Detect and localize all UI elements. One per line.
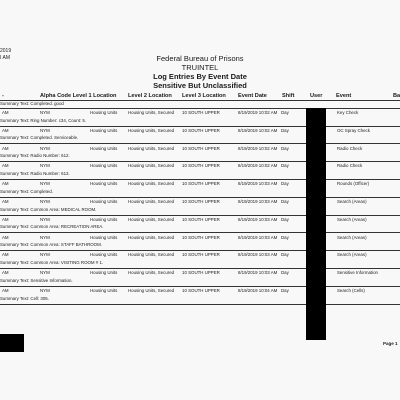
row-level1-location: Housing Units [90,163,118,169]
row-divider [0,232,400,233]
row-divider [0,108,400,109]
row-event: Radio Check [337,163,363,169]
row-level3-location: 10 SOUTH UPPER [182,216,220,222]
row-level3-location: 10 SOUTH UPPER [182,181,220,187]
row-shift: Day [281,110,289,115]
column-header-event: Event [336,93,352,99]
redaction-footer [0,334,24,352]
report-title: Log Entries By Event Date [153,72,247,81]
row-level2-location: Housing Units, Secured [128,199,175,204]
summary-text: Summary Text: Completed. good [0,101,64,106]
row-level2-location: Housing Units, Secured [128,181,175,187]
row-level3-location: 10 SOUTH UPPER [182,199,220,204]
redaction-user-column [306,108,326,340]
row-time: AM [2,181,9,187]
summary-text: Summary Text: Common Area: STAFF BATHROOM. [0,242,102,248]
row-alpha-code: NYM [40,270,50,276]
row-level1-location: Housing Units [90,234,118,240]
row-level3-location: 10 SOUTH UPPER [182,145,220,151]
row-alpha-code: NYM [40,288,50,293]
row-time: AM [2,199,9,204]
row-level2-location: Housing Units, Secured [128,127,175,133]
row-shift: Day [281,181,289,187]
row-level3-location: 10 SOUTH UPPER [182,252,220,258]
row-level3-location: 10 SOUTH UPPER [182,288,220,293]
page-number: Page 1 [383,341,398,346]
row-event-date: 8/19/2019 10:02 AM [238,110,278,115]
row-level1-location: Housing Units [90,216,118,222]
row-event-date: 8/19/2019 10:03 AM [238,270,278,276]
row-level3-location: 10 SOUTH UPPER [182,163,220,169]
row-alpha-code: NYM [40,216,50,222]
row-shift: Day [281,234,289,240]
row-time: AM [2,234,9,240]
summary-text: Summary Text: Common Area: RECREATION AREA. [0,224,104,230]
row-event-date: 8/19/2019 10:02 AM [238,163,278,169]
row-divider [0,161,400,162]
row-divider [0,179,400,180]
row-event: Sensitive Information [337,270,378,276]
row-level3-location: 10 SOUTH UPPER [182,270,220,276]
column-header-user: User [310,93,323,99]
row-level1-location: Housing Units [90,288,118,293]
summary-text: Summary Text: Sensitive Information. [0,277,73,283]
row-alpha-code: NYM [40,110,50,115]
row-time: AM [2,270,9,276]
row-time: AM [2,163,9,169]
row-alpha-code: NYM [40,199,50,204]
row-level2-location: Housing Units, Secured [128,145,175,151]
row-event-date: 8/19/2019 10:03 AM [238,216,278,222]
row-shift: Day [281,145,289,151]
row-event-date: 8/19/2019 10:03 AM [238,181,278,187]
column-header-level3: Level 3 Location [182,93,226,99]
row-level1-location: Housing Units [90,181,118,187]
row-level3-location: 10 SOUTH UPPER [182,127,220,133]
row-shift: Day [281,216,289,222]
column-header-ba: Ba [393,93,400,99]
row-alpha-code: NYM [40,163,50,169]
row-divider [0,268,400,269]
report-time-fragment: I AM [0,55,11,61]
row-alpha-code: NYM [40,234,50,240]
row-level3-location: 10 SOUTH UPPER [182,234,220,240]
row-alpha-code: NYM [40,127,50,133]
column-header-shift: Shift [282,93,295,99]
row-event: OC Spray Check [337,127,370,133]
summary-text: Summary Text: Ring Number: c34, Count: 5. [0,117,87,123]
row-time: AM [2,127,9,133]
row-level1-location: Housing Units [90,199,118,204]
row-event-date: 8/19/2019 10:03 AM [238,234,278,240]
row-level2-location: Housing Units, Secured [128,163,175,169]
row-event-date: 8/19/2019 10:04 AM [238,288,278,293]
row-alpha-code: NYM [40,252,50,258]
row-event: Radio Check [337,145,363,151]
row-event: Search (Areas) [337,252,367,258]
row-time: AM [2,110,9,115]
row-event: Search (Areas) [337,199,367,204]
row-divider [0,304,400,305]
summary-text: Summary Text: Radio Number: 613. [0,170,70,176]
row-divider [0,215,400,216]
row-time: AM [2,216,9,222]
row-event: Key Check [337,110,359,115]
row-level1-location: Housing Units [90,270,118,276]
summary-text: Summary Text: Common Area: VISITING ROOM # 1. [0,259,104,265]
row-shift: Day [281,199,289,204]
summary-text: Summary Text: Radio Number: 612. [0,153,70,159]
row-level2-location: Housing Units, Secured [128,234,175,240]
row-event-date: 8/19/2019 10:02 AM [238,127,278,133]
row-level1-location: Housing Units [90,145,118,151]
row-time: AM [2,252,9,258]
agency-name: Federal Bureau of Prisons [156,54,244,63]
row-divider [0,286,400,287]
summary-text: Summary Text: Completed. Serviceable. [0,135,79,141]
row-divider [0,197,400,198]
row-level1-location: Housing Units [90,252,118,258]
row-divider [0,126,400,127]
row-level2-location: Housing Units, Secured [128,252,175,258]
summary-text: Summary Text: Completed. [0,188,53,194]
row-shift: Day [281,163,289,169]
row-shift: Day [281,270,289,276]
row-alpha-code: NYM [40,181,50,187]
row-divider [0,143,400,144]
row-shift: Day [281,288,289,293]
row-level2-location: Housing Units, Secured [128,110,175,115]
row-shift: Day [281,127,289,133]
row-event-date: 8/19/2019 10:03 AM [238,199,278,204]
summary-text: Summary Text: Cell: 305. [0,295,49,301]
column-header-blank: - [2,93,4,99]
row-level1-location: Housing Units [90,110,118,115]
row-level2-location: Housing Units, Secured [128,270,175,276]
row-shift: Day [281,252,289,258]
classification-label: Sensitive But Unclassified [153,81,247,90]
row-divider [0,250,400,251]
system-name: TRUINTEL [181,63,219,72]
row-level3-location: 10 SOUTH UPPER [182,110,220,115]
column-header-alpha-level1: Alpha Code Level 1 Location [40,93,117,99]
row-level2-location: Housing Units, Secured [128,288,175,293]
row-level2-location: Housing Units, Secured [128,216,175,222]
row-time: AM [2,288,9,293]
row-event-date: 8/19/2019 10:02 AM [238,145,278,151]
column-header-level2: Level 2 Location [128,93,172,99]
column-header-event-date: Event Date [238,93,267,99]
row-event: Rounds (Officer) [337,181,370,187]
row-event: Search (Areas) [337,216,367,222]
summary-text: Summary Text: Common Area: MEDICAL ROOM. [0,206,97,212]
row-event-date: 8/19/2019 10:03 AM [238,252,278,258]
row-level1-location: Housing Units [90,127,118,133]
report-date-fragment: 2019 [0,48,12,54]
row-event: Search (Cells) [337,288,365,293]
row-time: AM [2,145,9,151]
row-alpha-code: NYM [40,145,50,151]
row-event: Search (Areas) [337,234,367,240]
